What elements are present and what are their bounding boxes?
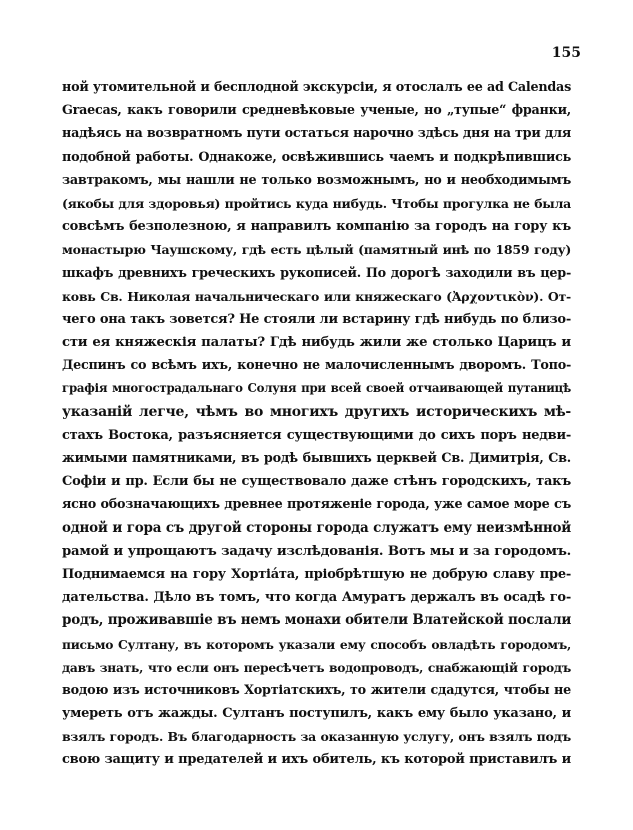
- text-line: ковь Св. Николая начальническаго или княжескаго (Ἀρχοντικὸν). От-: [62, 288, 571, 304]
- text-line: надѣясь на возвратномъ пути остаться нарочно здѣсь дня на три для: [62, 126, 571, 142]
- text-line: подобной работы. Однакоже, освѣжившись чаемъ и подкрѣпившись: [62, 149, 571, 165]
- text-line: письмо Султану, въ которомъ указали ему способъ овладѣть городомъ,: [62, 636, 571, 652]
- text-line: родъ, проживавшіе въ немъ монахи обители Влатейской послали: [62, 612, 572, 629]
- text-line: чего она такъ зовется? Не стояли ли встарину гдѣ нибудь по близо-: [62, 311, 571, 327]
- text-line: завтракомъ, мы нашли не только возможнымъ, но и необходимымъ: [62, 172, 571, 188]
- text-line: Graecas, какъ говорили средневѣковые ученые, но „тупые“ франки,: [62, 103, 571, 119]
- text-line: ной утомительной и бесплодной экскурсіи, я отослалъ ее ad Calendas: [62, 80, 571, 95]
- text-line: сти ея княжескія палаты? Гдѣ нибудь жили же столько Царицъ и: [62, 335, 571, 351]
- text-line: свою защиту и предателей и ихъ обитель, къ которой приставилъ и: [62, 752, 571, 768]
- text-line: давъ знать, что если онъ пересѣчетъ водопроводъ, снабжающій городъ: [62, 659, 571, 675]
- text-line: Деспинъ со всѣмъ ихъ, конечно не малочисленнымъ дворомъ. Топо-: [62, 358, 571, 374]
- text-line: стахъ Востока, разъясняется существующими до сихъ поръ недви-: [62, 427, 571, 443]
- text-line: Поднимаемся на гору Хортіáта, пріобрѣтшую не добрую славу пре-: [62, 566, 571, 582]
- text-line: графія многострадальнаго Солуня при всей своей отчаивающей путаницѣ: [62, 381, 571, 396]
- text-line: умереть отъ жажды. Султанъ поступилъ, какъ ему было указано, и: [62, 706, 571, 722]
- text-line: Софіи и пр. Если бы не существовало даже стѣнъ городскихъ, такъ: [62, 474, 571, 490]
- text-line: жимыми памятниками, въ родѣ бывшихъ церквей Св. Димитрія, Св.: [62, 451, 571, 466]
- text-line: дательства. Дѣло въ томъ, что когда Амуратъ держалъ въ осадѣ го-: [62, 590, 571, 606]
- body-text: [62, 76, 571, 772]
- text-line: взялъ городъ. Въ благодарность за оказанную услугу, онъ взялъ подъ: [62, 729, 571, 745]
- text-line: водою изъ источниковъ Хортіатскихъ, то жители сдадутся, чтобы не: [62, 682, 571, 698]
- text-line: рамой и упрощаютъ задачу изслѣдованія. Вотъ мы и за городомъ.: [62, 543, 571, 559]
- text-line: указаній легче, чѣмъ во многихъ другихъ историческихъ мѣ-: [62, 403, 571, 420]
- text-line: (якобы для здоровья) пройтись куда нибудь. Чтобы прогулка не была: [62, 195, 571, 211]
- text-line: монастырю Чаушскому, гдѣ есть цѣлый (памятный инѣ по 1859 году): [62, 242, 571, 258]
- text-line: совсѣмъ безполезною, я направилъ компанію за городъ на гору къ: [62, 219, 571, 235]
- text-line: одной и гора съ другой стороны города служатъ ему неизмѣнной: [62, 519, 571, 536]
- text-line: ясно обозначающихъ древнее протяженіе города, уже самое море съ: [62, 497, 571, 513]
- page-number: 155: [551, 45, 581, 61]
- text-line: шкафъ древнихъ греческихъ рукописей. По дорогѣ заходили въ цер-: [62, 265, 571, 281]
